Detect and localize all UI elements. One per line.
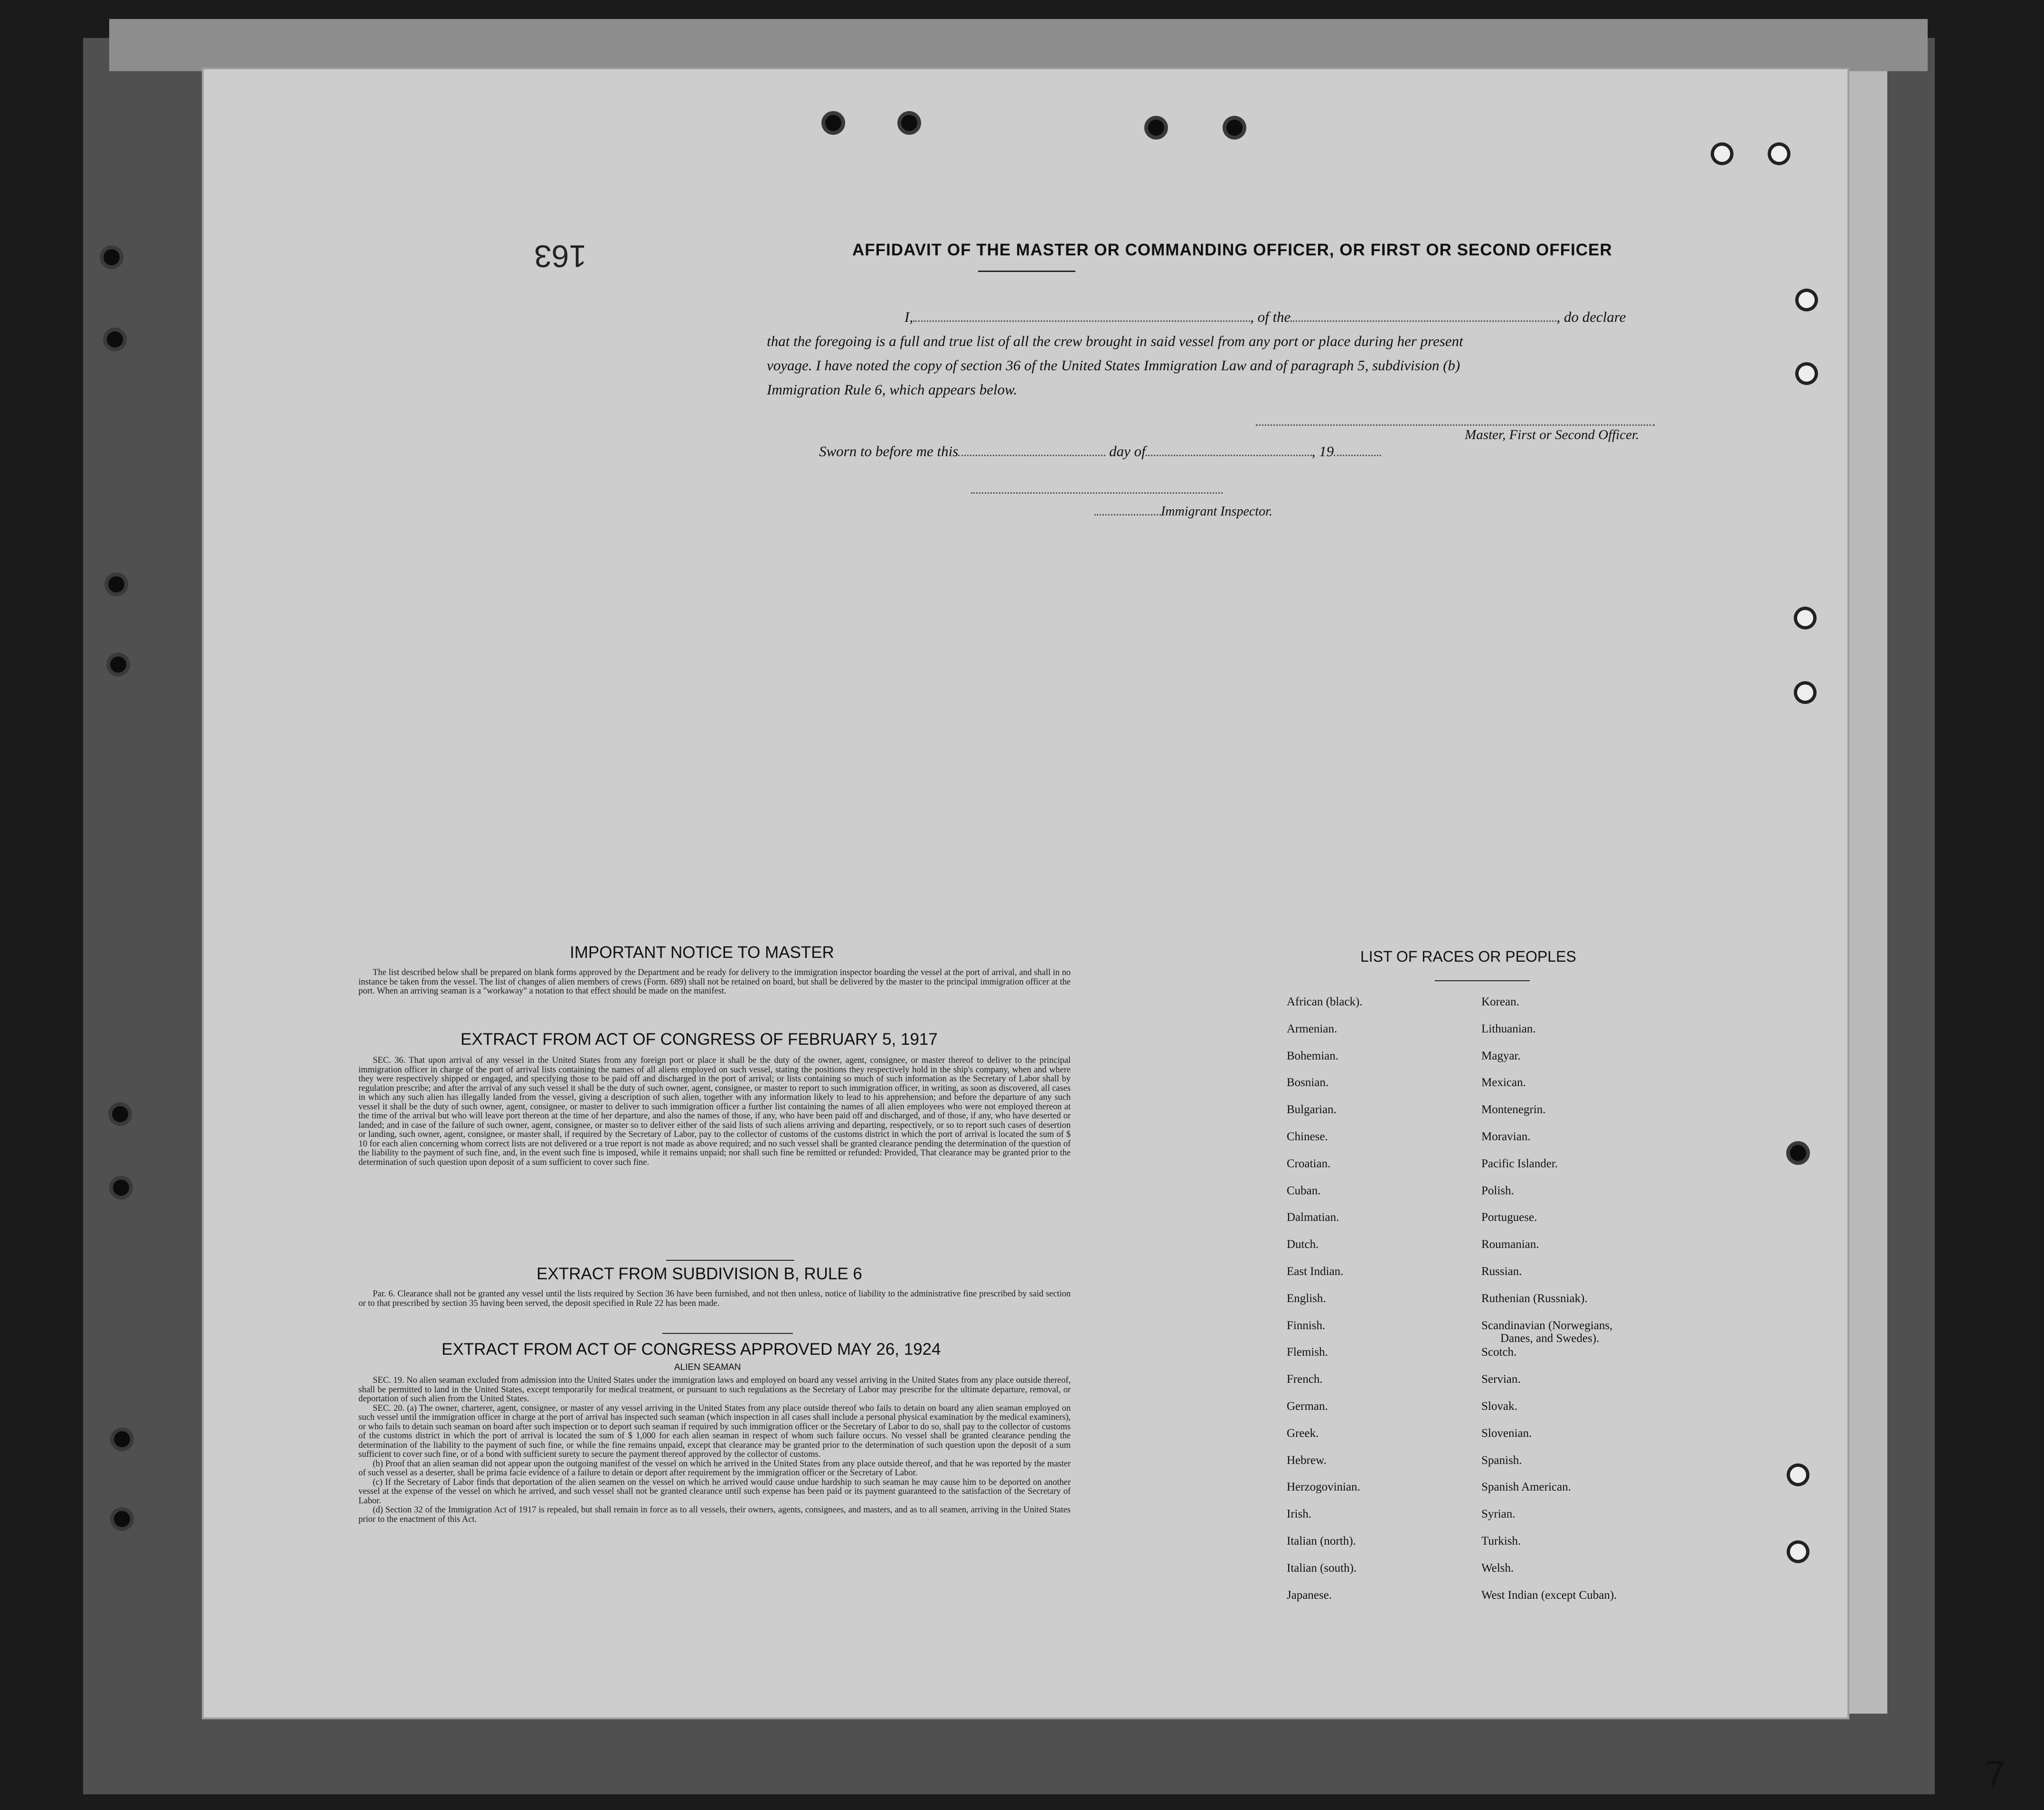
- punch-hole: [1797, 610, 1813, 626]
- race-item: Moravian.: [1481, 1130, 1531, 1143]
- signature-label: Master, First or Second Officer.: [1465, 427, 1639, 442]
- race-item: German.: [1287, 1400, 1328, 1413]
- punch-hole: [113, 1180, 129, 1196]
- race-item: East Indian.: [1287, 1265, 1344, 1278]
- extract-1924-subtitle: ALIEN SEAMAN: [674, 1362, 741, 1372]
- declaration-line-2: that the foregoing is a full and true list of all the crew brought in said vessel from any port or place during her present: [767, 333, 1463, 349]
- race-item: Welsh.: [1481, 1561, 1514, 1575]
- declaration-line-1: I, , of the , do declare: [904, 309, 1626, 325]
- section-rule: [666, 1260, 794, 1261]
- extract-rule6-body: Par. 6. Clearance shall not be granted any vessel until the lists required by Section 36 have been furnished, and not then unless, notice of liability to the administrative fine prescribed by said section or to that prescribed by section 35 having been served, the deposit specified in Rule 22 has been made.: [358, 1289, 1071, 1308]
- race-item: Pacific Islander.: [1481, 1157, 1558, 1170]
- document-page: [202, 67, 2006, 1795]
- punch-hole: [112, 1106, 128, 1122]
- race-item: Cuban.: [1287, 1184, 1321, 1197]
- extract-1924-body: SEC. 19. No alien seaman excluded from admission into the United States under the immigration laws and employed on board any vessel arriving in the United States from any place outside thereof, shall be permitted to land in the United States, except temporarily for medical treatment, or pursuant to such regulations as the Secretary of Labor may prescribe for the ultimate departure, removal, or deportation of such alien from the United States. SEC. 20. (a) The owner, charterer, agent, consignee, or master of any vessel arriving in the United States from any place outside thereof who fails to detain on board any alien seaman employed on such vessel until the immigration officer in charge at the port of arrival has inspected such seaman (which inspection in all cases shall include a personal physical examination by the medical examiners), or who fails to detain such seaman on board after such inspection or to deport such seaman if required by such immigration officer or the Secretary of Labor to do so, shall pay to the collector of customs of the customs district in which the port of arrival is located the sum of $ 1,000 for each alien seaman in respect of whom such failure occurs. No vessel shall be granted clearance pending the determination of the liability to the payment of such fine, or while the fine remains unpaid, except that clearance may be granted prior to the determination of such question upon the deposit of a sum sufficient to cover such fine, or of a bond with sufficient surety to secure the payment thereof approved by the collector of customs. (b) Proof that an alien seaman did not appear upon the outgoing manifest of the vessel on which he arrived in the United States from any place outside thereof, and that he was reported by the master of such vessel as a deserter, shall be prima facie evidence of a failure to detain or deport after requirement by the immigration officer or the Secretary of Labor. (c) If the Secretary of Labor finds that deportation of the alien seamen on the vessel on which he arrived would cause undue hardship to such seaman he may cause him to be deported on another vessel at the expense of the vessel on which he arrived, and such vessel shall not be granted clearance until such expense has been paid or its payment guaranteed to the satisfaction of the Secretary of Labor. (d) Section 32 of the Immigration Act of 1917 is repealed, but shall remain in force as to all vessels, their owners, agents, consignees, and masters, and as to all seamen, arriving in the United States prior to the enactment of this Act.: [358, 1376, 1071, 1524]
- inspector-label: Immigrant Inspector.: [1094, 504, 1272, 519]
- punch-hole: [1799, 366, 1815, 382]
- race-item: Servian.: [1481, 1373, 1521, 1386]
- punch-hole: [1797, 685, 1813, 701]
- race-item: French.: [1287, 1373, 1323, 1386]
- race-item: Italian (south).: [1287, 1561, 1357, 1575]
- title-rule: [978, 271, 1075, 272]
- corner-mark: 7: [1985, 1753, 2006, 1795]
- race-item: Scandinavian (Norwegians,: [1481, 1319, 1613, 1332]
- affidavit-title: AFFIDAVIT OF THE MASTER OR COMMANDING OFFICER, OR FIRST OR SECOND OFFICER: [852, 241, 1612, 259]
- race-item: Polish.: [1481, 1184, 1514, 1197]
- race-item: Korean.: [1481, 995, 1519, 1008]
- punch-hole: [1714, 146, 1730, 162]
- race-item: Spanish.: [1481, 1454, 1522, 1467]
- punch-hole: [108, 576, 124, 592]
- notice-title: IMPORTANT NOTICE TO MASTER: [570, 943, 834, 962]
- race-item: Chinese.: [1287, 1130, 1328, 1143]
- notice-body: The list described below shall be prepared on blank forms approved by the Department and be ready for delivery to the immigration inspector boarding the vessel at the port of arrival, and shall in no instance be taken from the vessel. The list of changes of alien members of crews (Form. 689) shall not be retained on board, but shall be delivered by the master to the principal immigration officer at the port. When an arriving seaman is a "workaway" a notation to that effect should be made on the manifest.: [358, 968, 1071, 996]
- race-item: Roumanian.: [1481, 1238, 1539, 1251]
- punch-hole: [1799, 292, 1815, 308]
- race-item: Bulgarian.: [1287, 1103, 1337, 1116]
- sworn-line: Sworn to before me this day of , 19: [819, 442, 1381, 460]
- race-item-continuation: Danes, and Swedes).: [1500, 1332, 1600, 1345]
- race-item: Hebrew.: [1287, 1454, 1327, 1467]
- race-item: Irish.: [1287, 1508, 1312, 1521]
- punch-hole: [1790, 1467, 1806, 1483]
- punch-hole: [825, 115, 841, 131]
- page-number: 163: [534, 239, 587, 274]
- race-item: Syrian.: [1481, 1508, 1516, 1521]
- inspector-signature-line: [971, 492, 1223, 494]
- race-item: Mexican.: [1481, 1076, 1526, 1089]
- race-item: Lithuanian.: [1481, 1022, 1536, 1035]
- punch-hole: [104, 249, 120, 265]
- punch-hole: [114, 1511, 130, 1527]
- declaration-line-3: voyage. I have noted the copy of section 36 of the United States Immigration Law and of paragraph 5, subdivision (b): [767, 357, 1460, 374]
- race-item: Russian.: [1481, 1265, 1522, 1278]
- punch-hole: [107, 331, 123, 347]
- race-item: Armenian.: [1287, 1022, 1338, 1035]
- race-item: Japanese.: [1287, 1588, 1332, 1602]
- punch-hole: [1226, 120, 1243, 136]
- punch-hole: [1790, 1145, 1806, 1161]
- declaration-text: [767, 305, 1683, 402]
- race-item: Croatian.: [1287, 1157, 1331, 1170]
- race-item: Finnish.: [1287, 1319, 1326, 1332]
- race-item: Greek.: [1287, 1426, 1319, 1440]
- race-item: Italian (north).: [1287, 1535, 1356, 1547]
- extract-1917-title: EXTRACT FROM ACT OF CONGRESS OF FEBRUARY 5, 1917: [461, 1030, 938, 1049]
- race-item: Turkish.: [1481, 1535, 1521, 1547]
- signature-line: [1256, 424, 1655, 426]
- race-item: Magyar.: [1481, 1049, 1521, 1062]
- race-item: Herzogovinian.: [1287, 1481, 1360, 1494]
- punch-hole: [901, 115, 917, 131]
- race-item: Dalmatian.: [1287, 1211, 1339, 1224]
- race-item: Spanish American.: [1481, 1481, 1571, 1494]
- punch-hole: [110, 656, 126, 673]
- race-item: Portuguese.: [1481, 1211, 1537, 1224]
- declaration-line-4: Immigration Rule 6, which appears below.: [767, 381, 1017, 398]
- extract-1924-title: EXTRACT FROM ACT OF CONGRESS APPROVED MAY 26, 1924: [442, 1340, 941, 1359]
- race-item: English.: [1287, 1292, 1326, 1305]
- race-item: African (black).: [1287, 995, 1363, 1008]
- race-item: West Indian (except Cuban).: [1481, 1588, 1617, 1602]
- binder-strip: [109, 19, 1928, 71]
- race-item: Montenegrin.: [1481, 1103, 1546, 1116]
- punch-hole: [1790, 1544, 1806, 1560]
- extract-rule6-title: EXTRACT FROM SUBDIVISION B, RULE 6: [537, 1265, 862, 1283]
- punch-hole: [1771, 146, 1787, 162]
- race-item: Bosnian.: [1287, 1076, 1329, 1089]
- punch-hole: [114, 1431, 130, 1447]
- race-item: Bohemian.: [1287, 1049, 1339, 1062]
- race-item: Ruthenian (Russniak).: [1481, 1292, 1588, 1305]
- race-item: Slovenian.: [1481, 1426, 1532, 1440]
- punch-hole: [1148, 120, 1164, 136]
- race-item: Flemish.: [1287, 1346, 1328, 1359]
- races-rule: [1435, 980, 1530, 981]
- section-rule: [662, 1333, 793, 1334]
- race-item: Slovak.: [1481, 1400, 1517, 1413]
- race-item: Scotch.: [1481, 1346, 1517, 1359]
- extract-1917-body: SEC. 36. That upon arrival of any vessel in the United States from any foreign port or place it shall be the duty of the owner, agent, consignee, or master thereof to deliver to the principal immigration officer in charge of the port of arrival lists containing the names of all aliens employed on such vessel, stating the positions they respectively hold in the ship's company, when and where they were respectively shipped or engaged, and specifying those to be paid off and discharged in the port of arrival; or lists containing so much of such information as the Secretary of Labor shall by regulation prescribe; and after the arrival of any such vessel it shall be the duty of such owner, agent, consignee, or master to report to such immigration officer, in writing, as soon as discovered, all cases in which any such alien has illegally landed from the vessel, giving a description of such alien, together with any information likely to lead to his apprehension; and before the departure of any such vessel it shall be the duty of such owner, agent, consignee, or master to deliver to such immigration officer a further list containing the names of all alien employees who were not employed thereon at the time of the arrival but who will leave port thereon at the time of her departure, and also the names of those, if any, who have been paid off and discharged, and of those, if any, who have deserted or landed; and in case of the failure of such owner, agent, consignee, or master so to deliver either of the said lists of such aliens arriving and departing, respectively, or so to report such cases of desertion or landing, such owner, agent, consignee, or master shall, if required by the Secretary of Labor, pay to the collector of customs of the customs district in which the port of arrival is located the sum of $ 10 for each alien concerning whom correct lists are not delivered or a true report is not made as above required; and no such vessel shall be granted clearance pending the determination of the question of the liability to the payment of such fine, and, in the event such fine is imposed, while it remains unpaid; nor shall such fine be remitted or refunded: Provided, That clearance may be granted prior to the determination of such question upon deposit of a sum sufficient to cover such fine.: [358, 1056, 1071, 1167]
- race-item: Dutch.: [1287, 1238, 1319, 1251]
- races-title: LIST OF RACES OR PEOPLES: [1360, 948, 1576, 965]
